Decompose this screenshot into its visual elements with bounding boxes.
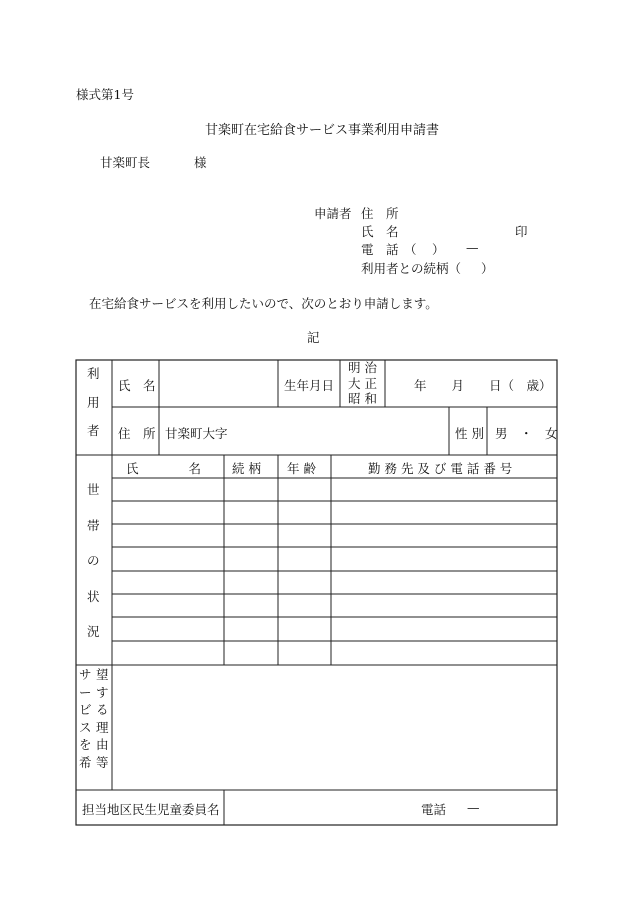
user-name-field[interactable] (160, 361, 277, 406)
household-member-relation[interactable] (225, 618, 278, 639)
reason-label-col2: 望 す る 理 由 等 (96, 667, 109, 770)
household-age-header: 年 齢 (287, 461, 316, 476)
household-member-name[interactable] (113, 479, 224, 500)
applicant-address-label: 住 所 (361, 206, 399, 221)
household-member-workplace[interactable] (332, 479, 556, 500)
household-member-name[interactable] (113, 641, 224, 663)
reason-label-col1: サ ー ビ ス を 希 (79, 667, 92, 770)
household-member-workplace[interactable] (332, 618, 556, 639)
reason-field[interactable] (114, 667, 555, 788)
household-member-workplace[interactable] (332, 502, 556, 523)
household-member-relation[interactable] (225, 571, 278, 593)
era-choices[interactable]: 明 治 大 正 昭 和 (348, 360, 377, 406)
welfare-phone-dash: — (467, 800, 480, 815)
applicant-relation-close: ） (481, 261, 494, 276)
birthdate-label: 生年月日 (284, 378, 335, 393)
household-work-header: 勤 務 先 及 び 電 話 番 号 (368, 461, 513, 476)
welfare-commissioner-label: 担当地区民生児童委員名 (82, 802, 220, 817)
request-sentence: 在宅給食サービスを利用したいので、次のとおり申請します。 (89, 296, 438, 311)
household-member-age[interactable] (279, 641, 331, 663)
welfare-phone-label: 電話 (421, 802, 447, 817)
household-vertical-label: 世 帯 の 状 況 (87, 482, 100, 639)
household-member-name[interactable] (113, 525, 224, 546)
household-member-relation[interactable] (225, 641, 278, 663)
household-member-workplace[interactable] (332, 595, 556, 616)
addressee-honorific: 様 (194, 155, 207, 170)
household-member-name[interactable] (113, 571, 224, 593)
household-member-relation[interactable] (225, 548, 278, 569)
household-member-workplace[interactable] (332, 571, 556, 593)
form-number: 様式第1号 (76, 87, 134, 102)
household-member-age[interactable] (279, 502, 331, 523)
birth-date-field[interactable]: 年 月 日（ 歳） (414, 378, 552, 393)
sex-label: 性 別 (455, 426, 484, 441)
household-member-workplace[interactable] (332, 548, 556, 569)
household-member-relation[interactable] (225, 479, 278, 500)
household-member-name[interactable] (113, 548, 224, 569)
household-relation-header: 続 柄 (232, 461, 261, 476)
seal-mark: 印 (515, 224, 528, 239)
applicant-phone-open: （ (404, 242, 417, 257)
applicant-label: 申請者 (314, 206, 352, 221)
household-member-name[interactable] (113, 595, 224, 616)
household-name-header: 氏 名 (126, 461, 202, 476)
household-member-workplace[interactable] (332, 641, 556, 663)
applicant-phone-label: 電 話 (361, 242, 399, 257)
user-name-label: 氏 名 (118, 378, 156, 393)
applicant-phone-dash: — (466, 240, 479, 255)
household-member-relation[interactable] (225, 502, 278, 523)
household-member-age[interactable] (279, 479, 331, 500)
household-member-relation[interactable] (225, 525, 278, 546)
sex-choice[interactable]: 男 ・ 女 (495, 426, 558, 441)
household-member-age[interactable] (279, 571, 331, 593)
addressee-name: 甘楽町長 (100, 155, 151, 170)
applicant-name-label: 氏 名 (361, 224, 399, 239)
applicant-phone-close: ） (432, 242, 445, 257)
household-member-name[interactable] (113, 502, 224, 523)
user-address-field[interactable]: 甘楽町大字 (165, 426, 228, 441)
household-member-name[interactable] (113, 618, 224, 639)
user-address-label: 住 所 (118, 426, 156, 441)
household-member-age[interactable] (279, 525, 331, 546)
applicant-relation-label: 利用者との続柄（ (361, 261, 462, 276)
user-vertical-label: 利 用 者 (87, 366, 100, 438)
ki-heading: 記 (307, 330, 320, 345)
page-title: 甘楽町在宅給食サービス事業利用申請書 (205, 123, 440, 138)
household-member-relation[interactable] (225, 595, 278, 616)
household-member-workplace[interactable] (332, 525, 556, 546)
household-member-age[interactable] (279, 548, 331, 569)
household-member-age[interactable] (279, 618, 331, 639)
household-member-age[interactable] (279, 595, 331, 616)
welfare-commissioner-field[interactable] (226, 791, 406, 824)
